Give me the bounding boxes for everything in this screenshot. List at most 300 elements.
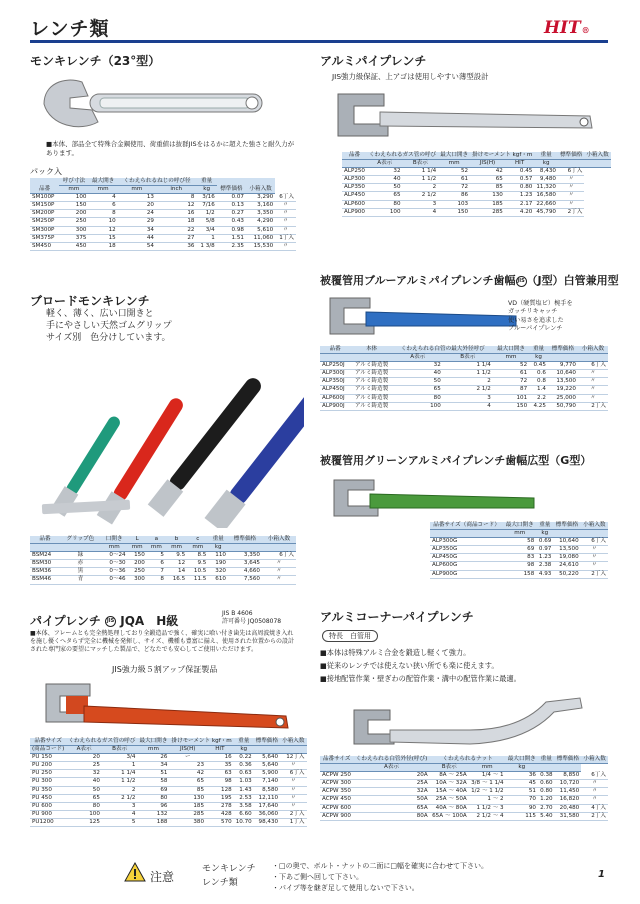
- corner-bullets: [320, 646, 521, 685]
- table-cell: 72: [493, 378, 529, 386]
- pipejqa-caption: JIS強力級５割アップ保証製品: [112, 665, 218, 674]
- unit-header: 重量: [536, 522, 553, 530]
- table-cell: ALP350: [344, 184, 365, 191]
- table-cell: ACPW 250: [320, 772, 353, 780]
- table-cell: 0.27: [217, 210, 246, 218]
- unit-header: kg: [536, 530, 553, 538]
- table-cell: 2.17: [505, 200, 534, 208]
- table-cell: 〃: [275, 226, 296, 234]
- unit-header: B表示: [102, 746, 138, 754]
- table-cell: ALP450J: [320, 386, 350, 394]
- table-cell: 4,290: [246, 218, 275, 226]
- table-cell: 40: [367, 176, 403, 184]
- unit-header: mm: [147, 544, 166, 552]
- table-row: [320, 402, 608, 410]
- table-cell: 86: [438, 192, 470, 200]
- table-cell: 50A: [353, 796, 429, 804]
- table-cell: 190: [208, 560, 228, 568]
- table-cell: 2: [102, 786, 138, 794]
- table-cell: 2丁入: [581, 812, 608, 820]
- table-cell: 1 1/4: [102, 770, 138, 778]
- table-row: [342, 168, 611, 176]
- table-cell: 130: [169, 794, 206, 802]
- table-cell: アルミ鋳造製: [350, 378, 392, 386]
- table-cell: 〃: [581, 546, 608, 554]
- table-cell: 42: [169, 770, 206, 778]
- table-cell: 3: [102, 802, 138, 810]
- table-cell: 25,000: [548, 394, 578, 402]
- brand-logo: HIT®: [544, 18, 590, 38]
- table-cell: 1.23: [505, 192, 534, 200]
- jis-permit: [222, 610, 281, 626]
- table-cell: 8: [156, 194, 196, 202]
- warning-line: ・□の奥で、ボルト・ナットの二面に□幅を確実に合わせて下さい。: [272, 862, 488, 870]
- table-cell: 0.57: [505, 176, 534, 184]
- monkey-title: モンキレンチ（23°型）: [30, 54, 161, 68]
- table-cell: 9,770: [548, 362, 578, 370]
- unit-header: A表示: [367, 160, 403, 168]
- table-cell: 101: [493, 394, 529, 402]
- table-cell: PU 350: [30, 786, 66, 794]
- table-cell: 11,060: [246, 234, 275, 242]
- table-cell: 0.13: [217, 202, 246, 210]
- table-cell: 5.40: [538, 812, 555, 820]
- table-cell: 4: [102, 810, 138, 818]
- table-row: [30, 802, 307, 810]
- col-header: 標準価格: [255, 738, 279, 744]
- table-cell: 278: [206, 802, 234, 810]
- table-cell: 25: [66, 762, 102, 770]
- unit-header: mm: [469, 764, 506, 772]
- table-cell: 4: [403, 208, 439, 216]
- table-cell: 6丁入: [280, 770, 306, 778]
- unit-header: [558, 160, 584, 168]
- col-header: 掛けモーメント kgf・m: [472, 152, 533, 158]
- table-cell: 18: [88, 242, 117, 250]
- col-header: 品番: [342, 152, 367, 160]
- table-cell: 〃: [558, 184, 584, 192]
- table-cell: 〃: [280, 794, 306, 802]
- pipejqa-note: ■本体、フレームとも完全熱処理しており全鍛造品で強く、確実に喰い付き歯先は高周波焼き入れを施し優くへタらず完全に機械を発揮し、サイズ、機種も豊富に揃え、使用された位置からの設計された専門家の要望にマッチした製品で、どなたでも安心してご使用いただけます。: [30, 630, 295, 653]
- table-cell: 2.53: [234, 794, 254, 802]
- blue-spec-table: [320, 346, 608, 411]
- table-row: [320, 788, 608, 796]
- unit-header: [581, 530, 608, 538]
- table-cell: 9,480: [534, 176, 558, 184]
- unit-row: [320, 354, 608, 362]
- unit-header: kg: [208, 544, 228, 552]
- table-cell: ALP600: [344, 200, 365, 207]
- page-number: 1: [598, 869, 605, 880]
- table-cell: 98: [206, 778, 234, 786]
- unit-header: [60, 544, 101, 552]
- table-cell: 12丁入: [280, 754, 306, 762]
- table-cell: 6丁入: [275, 194, 296, 202]
- permit-number: 許可番号 JQ0508078: [222, 618, 282, 625]
- corner-wrench-image: [350, 690, 600, 756]
- table-row: [30, 210, 296, 218]
- table-row: [320, 812, 608, 820]
- col-header: 標準価格: [217, 178, 246, 194]
- table-cell: 1.03: [234, 778, 254, 786]
- unit-header: b: [166, 536, 187, 544]
- table-cell: 96: [137, 802, 169, 810]
- table-cell: 〃: [581, 562, 608, 570]
- table-cell: 青: [60, 576, 101, 584]
- pack-label: パック入: [30, 167, 62, 176]
- table-cell: 0.80: [505, 184, 534, 192]
- table-cell: ALP600J: [320, 394, 350, 402]
- col-header: 重量: [538, 756, 555, 764]
- table-cell: 110: [208, 552, 228, 560]
- table-cell: 50: [66, 786, 102, 794]
- unit-header: [350, 354, 392, 362]
- col-header: 小箱入数: [246, 178, 275, 194]
- unit-header: [584, 160, 610, 168]
- page-title: レンチ類: [30, 18, 110, 40]
- table-cell: ALP450: [344, 192, 365, 199]
- table-cell: 0.8: [529, 378, 548, 386]
- table-cell: 52: [493, 362, 529, 370]
- col-header: 標準価格: [548, 346, 578, 354]
- table-cell: 58: [503, 538, 536, 546]
- table-cell: ALP450G: [430, 554, 503, 562]
- table-cell: SM150P: [30, 202, 59, 210]
- table-cell: 〃: [558, 176, 584, 184]
- callout-line: 使い易さを追求した: [508, 316, 564, 324]
- table-row: [30, 560, 296, 568]
- table-cell: 63: [206, 770, 234, 778]
- table-cell: 8,430: [534, 168, 558, 176]
- col-header: 品番サイズ: [320, 756, 353, 764]
- col-header: くわえられる白管外径(呼び): [353, 756, 429, 764]
- table-cell: 0〜24: [101, 552, 128, 560]
- table-cell: 3/8 〜 1 1/4: [469, 780, 506, 788]
- col-header: 品番: [320, 346, 350, 354]
- col-header: くわえられるガス管の呼び: [68, 738, 136, 744]
- table-cell: 16.5: [166, 576, 187, 584]
- adjustable-wrench-image: [40, 74, 276, 136]
- col-header: 品番: [30, 178, 59, 194]
- table-cell: 1 3/8: [196, 242, 216, 250]
- table-cell: 〃: [578, 370, 608, 378]
- table-cell: 1.20: [538, 796, 555, 804]
- jis-number: JIS B 4606: [222, 610, 253, 617]
- table-row: [30, 568, 296, 576]
- table-cell: 50: [393, 378, 443, 386]
- col-header: 本体: [350, 346, 392, 354]
- table-cell: 69: [137, 786, 169, 794]
- col-header: 品番サイズ: [30, 738, 66, 746]
- table-cell: 65: [66, 794, 102, 802]
- unit-header: [320, 354, 350, 362]
- table-row: [320, 378, 608, 386]
- table-cell: ALP300: [344, 176, 365, 183]
- unit-header: グリップ色: [60, 536, 101, 544]
- col-header: 小箱入数: [282, 738, 305, 744]
- table-cell: 0.60: [538, 780, 555, 788]
- table-cell: 12: [166, 560, 187, 568]
- table-cell: 80: [367, 200, 403, 208]
- broad-title: ブロードモンキレンチ: [30, 294, 150, 308]
- table-cell: 0.43: [217, 218, 246, 226]
- table-cell: 8,580: [254, 786, 280, 794]
- table-row: [30, 754, 307, 762]
- blue-wrench-image: [326, 292, 522, 344]
- table-cell: ACPW 600: [320, 804, 353, 812]
- table-cell: 0.69: [536, 538, 553, 546]
- table-cell: 4.93: [536, 570, 553, 578]
- table-cell: 0.6: [529, 370, 548, 378]
- callout-line: VD（硬質塩ビ）椀手を: [508, 300, 573, 307]
- warning-line: ・パイプ等を継ぎ足して使用しないで下さい。: [272, 884, 419, 892]
- col-header: 重量: [234, 738, 254, 746]
- table-cell: 〃: [262, 568, 296, 576]
- unit-header: A表示: [66, 746, 102, 754]
- table-cell: PU 300: [30, 778, 66, 786]
- table-cell: 10,640: [548, 370, 578, 378]
- table-cell: 22: [156, 226, 196, 234]
- table-cell: 6: [88, 202, 117, 210]
- table-row: [30, 552, 296, 560]
- unit-header: 標準価格: [553, 522, 580, 530]
- unit-header: L: [128, 536, 147, 544]
- unit-header: [280, 746, 306, 754]
- table-cell: 5: [102, 818, 138, 826]
- col-header: くわえられるねじの呼び径: [118, 178, 197, 186]
- table-cell: PU 600: [30, 802, 66, 810]
- unit-header: mm: [118, 186, 156, 194]
- blue-callout: [508, 300, 573, 334]
- table-cell: SM250P: [30, 218, 59, 226]
- table-cell: 10: [88, 218, 117, 226]
- table-cell: 3: [403, 200, 439, 208]
- table-cell: 200: [128, 560, 147, 568]
- callout-line: ガッチリキャッチ: [508, 308, 558, 316]
- table-cell: 100: [393, 402, 443, 410]
- alpipe-wrench-image: [330, 90, 606, 150]
- alpipe-subtitle: JIS強力級保証、上アゴは使用しやすい薄型設計: [332, 72, 489, 81]
- table-cell: 2 1/2 〜 4: [469, 812, 506, 820]
- green-wrench-image: [330, 474, 540, 526]
- unit-header: a: [147, 536, 166, 544]
- table-cell: 10,640: [553, 538, 580, 546]
- table-cell: 130: [470, 192, 505, 200]
- table-cell: 2.2: [529, 394, 548, 402]
- table-cell: 20A: [353, 772, 429, 780]
- unit-row: [342, 160, 611, 168]
- table-cell: 35: [206, 762, 234, 770]
- unit-header: JIS(H): [169, 746, 206, 754]
- table-cell: 58: [137, 778, 169, 786]
- table-cell: 150: [493, 402, 529, 410]
- desc-line: サイズ別 色分けしています。: [46, 333, 171, 343]
- table-cell: 6丁入: [262, 552, 296, 560]
- table-cell: 450: [59, 242, 88, 250]
- table-cell: 〃: [578, 386, 608, 394]
- table-cell: 36,060: [254, 810, 280, 818]
- table-cell: 1 1/2 〜 3: [469, 804, 506, 812]
- table-cell: 100: [66, 810, 102, 818]
- table-cell: 320: [208, 568, 228, 576]
- table-cell: 〃: [280, 778, 306, 786]
- table-cell: アルミ鋳造製: [350, 370, 392, 378]
- col-header: 最大開き: [88, 178, 117, 186]
- unit-header: mm: [137, 746, 169, 754]
- broad-spec-table: [30, 536, 296, 585]
- col-header: 重量: [534, 152, 558, 160]
- table-cell: 15,530: [246, 242, 275, 250]
- table-cell: ー: [169, 754, 206, 762]
- table-cell: 0.97: [536, 546, 553, 554]
- table-cell: 10A 〜 32A: [430, 780, 469, 788]
- table-cell: 〃: [275, 210, 296, 218]
- table-cell: PU 250: [30, 770, 66, 778]
- table-cell: 緑: [60, 552, 101, 560]
- table-cell: 10.70: [235, 818, 252, 825]
- unit-header: [538, 764, 555, 772]
- table-cell: 0.80: [538, 788, 555, 796]
- table-row: [342, 184, 611, 192]
- green-title: 被覆管用グリーンアルミパイプレンチ歯幅広型（G型）: [320, 454, 592, 467]
- table-cell: 50,220: [553, 570, 580, 578]
- table-row: [30, 778, 307, 786]
- table-cell: 128: [206, 786, 234, 794]
- table-cell: 150: [438, 208, 470, 216]
- table-cell: 〃: [581, 554, 608, 562]
- warning-category: モンキレンチ: [202, 864, 256, 874]
- table-cell: 103: [438, 200, 470, 208]
- unit-header: mm: [187, 544, 208, 552]
- table-cell: 4.25: [529, 402, 548, 410]
- alpipe-title: アルミパイプレンチ: [320, 54, 427, 68]
- table-cell: 32: [367, 168, 403, 176]
- table-cell: 250: [59, 218, 88, 226]
- table-cell: 125: [66, 818, 102, 826]
- bullet-item: ■本体は特殊アルミ合金を鍛造し軽くて強力。: [320, 648, 471, 657]
- table-cell: 3/4: [102, 754, 138, 762]
- table-row: [430, 546, 608, 554]
- desc-line: 軽く、薄く、広い口開きと: [46, 309, 154, 319]
- table-row: [430, 562, 608, 570]
- unit-header: [320, 764, 353, 772]
- table-cell: 7/16: [196, 202, 216, 210]
- table-row: [430, 554, 608, 562]
- unit-header: [254, 746, 280, 754]
- table-cell: 0.45: [529, 362, 548, 370]
- table-cell: 34: [137, 762, 169, 770]
- table-cell: 20,480: [555, 804, 582, 812]
- table-row: [320, 780, 608, 788]
- table-cell: 25A 〜 50A: [430, 796, 469, 804]
- col-header: 小箱入数: [581, 756, 608, 764]
- alpipe-spec-table: [342, 152, 611, 217]
- table-cell: 31,580: [555, 812, 582, 820]
- table-row: [30, 576, 296, 584]
- unit-header: 口開き: [101, 536, 128, 544]
- table-cell: 8A 〜 25A: [430, 772, 469, 780]
- table-cell: SM200P: [30, 210, 59, 218]
- table-cell: 1/4 〜 1: [469, 772, 506, 780]
- table-cell: 65A 〜 100A: [430, 812, 469, 820]
- table-cell: 6.60: [234, 810, 254, 818]
- table-row: [30, 770, 307, 778]
- table-cell: 72: [438, 184, 470, 192]
- table-cell: 51: [137, 770, 169, 778]
- unit-header: [30, 544, 60, 552]
- table-cell: 610: [208, 576, 228, 584]
- table-cell: 85: [470, 184, 505, 192]
- table-cell: 98: [503, 562, 536, 570]
- table-cell: 570: [206, 818, 234, 826]
- table-row: [320, 386, 608, 394]
- table-cell: 80: [137, 794, 169, 802]
- table-cell: 87: [493, 386, 529, 394]
- table-cell: 19,220: [548, 386, 578, 394]
- unit-header: kg: [506, 764, 538, 772]
- unit-header: mm: [493, 354, 529, 362]
- table-row: [342, 200, 611, 208]
- table-cell: 〃: [262, 560, 296, 568]
- table-row: [320, 362, 608, 370]
- table-cell: 7,140: [254, 778, 280, 786]
- table-cell: 19,080: [553, 554, 580, 562]
- table-row: [30, 762, 307, 770]
- table-cell: 〃: [280, 786, 306, 794]
- table-cell: 132: [137, 810, 169, 818]
- table-cell: 1 1/2: [443, 370, 493, 378]
- table-cell: 8,850: [555, 772, 582, 780]
- table-cell: 36: [506, 772, 538, 780]
- corner-spec-table: [320, 756, 608, 821]
- table-cell: ALP300G: [430, 538, 503, 546]
- table-cell: 1丁入: [275, 234, 296, 242]
- table-cell: 3.58: [234, 802, 254, 810]
- col-header: 最大口開き: [139, 738, 168, 744]
- table-cell: アルミ鋳造製: [350, 394, 392, 402]
- table-cell: 50,790: [548, 402, 578, 410]
- table-cell: 〃: [578, 378, 608, 386]
- unit-header: c: [187, 536, 208, 544]
- table-cell: 0〜36: [101, 568, 128, 576]
- table-cell: 27: [156, 234, 196, 242]
- unit-header: kg: [529, 354, 548, 362]
- table-cell: 5/8: [196, 218, 216, 226]
- unit-header: kg: [534, 160, 558, 168]
- table-cell: 52: [438, 168, 470, 176]
- col-header: くわえられるガス管の呼び: [369, 152, 437, 158]
- unit-header: [262, 544, 296, 552]
- table-cell: 1 1/4: [403, 168, 439, 176]
- unit-header: [555, 764, 582, 772]
- table-cell: 29: [118, 218, 156, 226]
- table-row: [30, 194, 296, 202]
- table-cell: SM375P: [30, 234, 59, 242]
- table-cell: 51: [506, 788, 538, 796]
- table-cell: 〃: [280, 762, 306, 770]
- unit-header: mm: [503, 530, 536, 538]
- table-cell: 13,500: [553, 546, 580, 554]
- unit-header: B表示: [443, 354, 493, 362]
- table-cell: 〃: [275, 242, 296, 250]
- table-cell: 1.51: [217, 234, 246, 242]
- corner-title: アルミコーナーパイプレンチ: [320, 610, 474, 624]
- table-cell: 65: [367, 192, 403, 200]
- table-cell: 16,820: [555, 796, 582, 804]
- col-header: 小箱入数: [578, 346, 608, 354]
- col-header: 呼び寸法: [59, 178, 88, 186]
- table-cell: 12: [88, 226, 117, 234]
